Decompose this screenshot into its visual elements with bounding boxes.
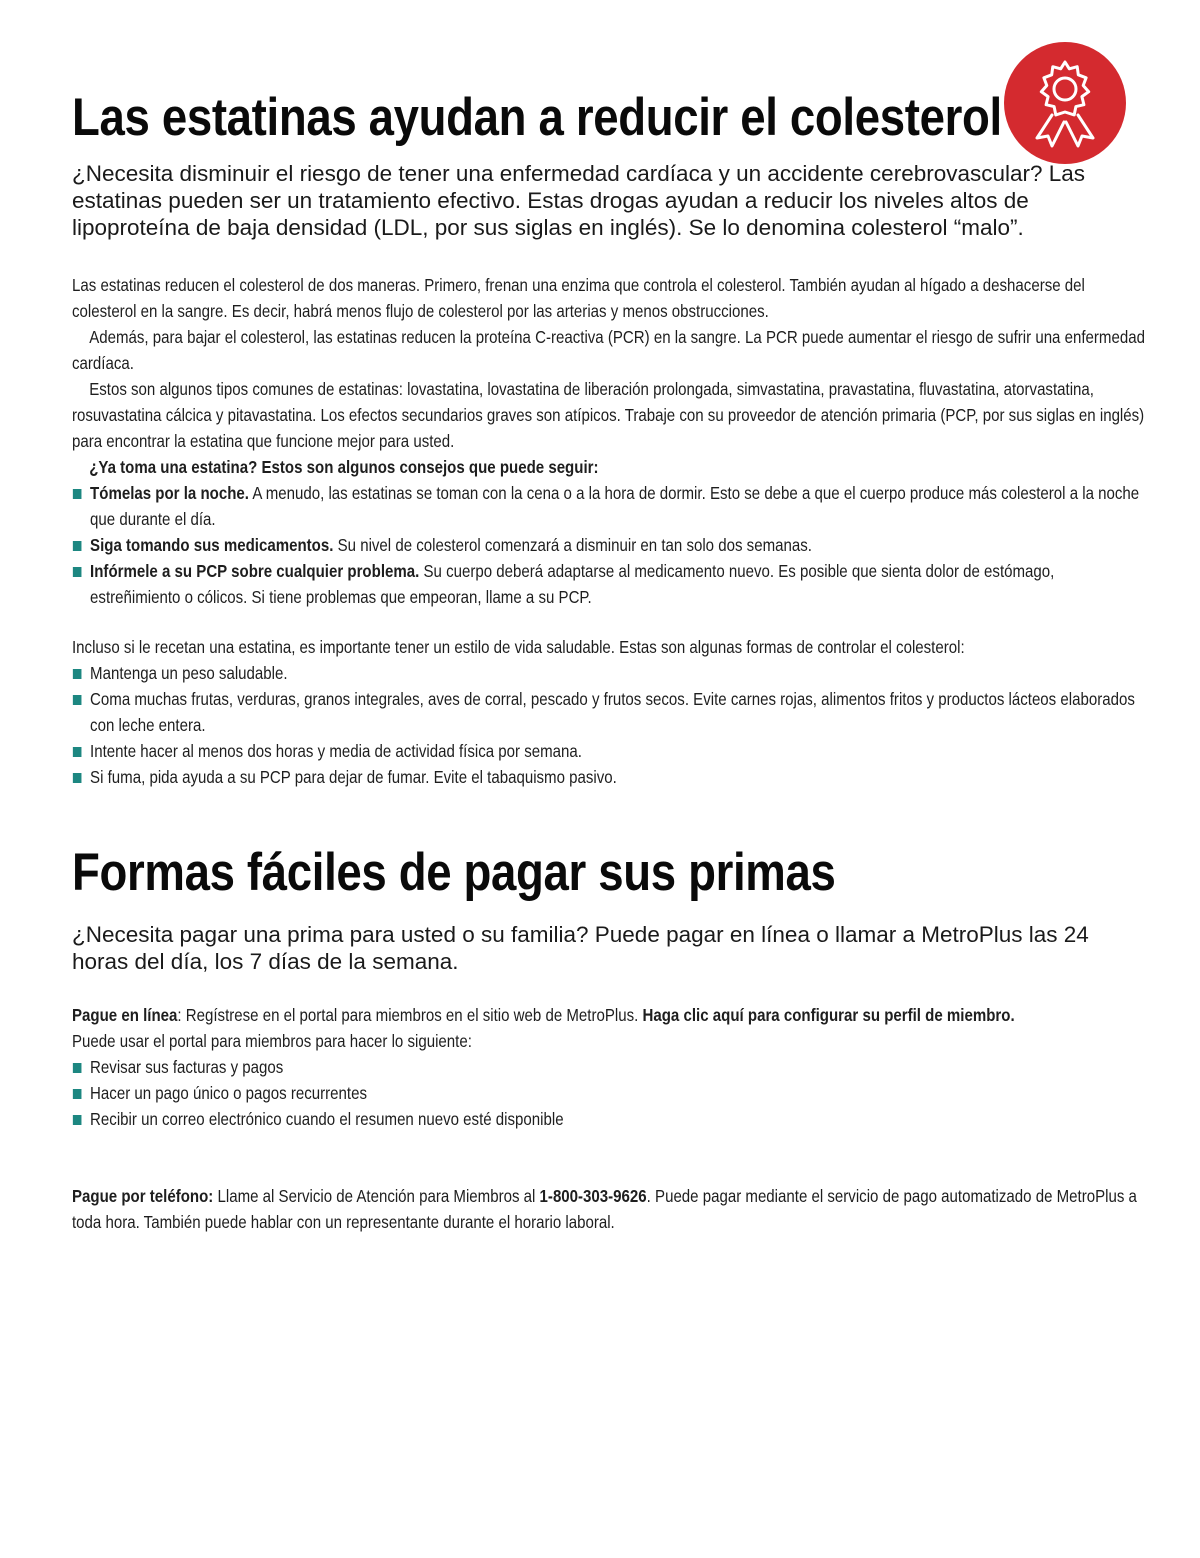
list-item: Mantenga un peso saludable.: [72, 660, 1147, 686]
lifestyle-section: [72, 634, 1147, 790]
lifestyle-list: [72, 660, 1147, 790]
lifestyle-intro: Incluso si le recetan una estatina, es importante tener un estilo de vida saludable. Estas son algunas formas de controlar el colesterol:: [72, 637, 965, 657]
award-ribbon-icon: [1004, 42, 1126, 164]
premiums-title: Formas fáciles de pagar sus primas: [72, 843, 836, 902]
pay-online-section: [72, 1002, 1147, 1132]
pay-phone-section: [72, 1183, 1147, 1235]
tips-heading: ¿Ya toma una estatina? Estos son algunos consejos que puede seguir:: [89, 457, 599, 477]
statins-intro: ¿Necesita disminuir el riesgo de tener una enfermedad cardíaca y un accidente cerebrovascular? Las estatinas pueden ser un tratamiento efectivo. Estas drogas ayudan a reducir los niveles altos de lipoproteína de baja densidad (LDL, por sus siglas en inglés). Se lo denomina colesterol “malo”.: [72, 161, 1086, 240]
portal-list: [72, 1054, 1147, 1132]
list-item: Siga tomando sus medicamentos. Su nivel de colesterol comenzará a disminuir en tan solo dos semanas.: [72, 532, 1147, 558]
list-item: Recibir un correo electrónico cuando el resumen nuevo esté disponible: [72, 1106, 1147, 1132]
list-item: Coma muchas frutas, verduras, granos integrales, aves de corral, pescado y frutos secos. Evite carnes rojas, alimentos fritos y productos lácteos elaborados con leche entera.: [72, 686, 1147, 738]
portal-intro: Puede usar el portal para miembros para hacer lo siguiente:: [72, 1031, 472, 1051]
paragraph: Además, para bajar el colesterol, las estatinas reducen la proteína C-reactiva (PCR) en la sangre. La PCR puede aumentar el riesgo de sufrir una enfermedad cardíaca.: [72, 327, 1145, 373]
pay-phone-paragraph: Pague por teléfono: Llame al Servicio de Atención para Miembros al 1-800-303-9626. Puede pagar mediante el servicio de pago automatizado de MetroPlus a toda hora. También puede hablar con un representante durante el horario laboral.: [72, 1186, 1137, 1232]
phone-number: 1-800-303-9626: [539, 1186, 647, 1206]
pay-online-label: Pague en línea: [72, 1005, 178, 1025]
tips-list: [72, 480, 1147, 610]
paragraph: Las estatinas reducen el colesterol de dos maneras. Primero, frenan una enzima que controla el colesterol. También ayudan al hígado a deshacerse del colesterol en la sangre. Es decir, habrá menos flujo de colesterol por las arterias y menos obstrucciones.: [72, 275, 1085, 321]
premiums-intro: ¿Necesita pagar una prima para usted o su familia? Puede pagar en línea o llamar a MetroPlus las 24 horas del día, los 7 días de la semana.: [72, 922, 1089, 974]
statins-title: Las estatinas ayudan a reducir el colesterol: [72, 88, 1002, 147]
pay-phone-label: Pague por teléfono:: [72, 1186, 214, 1206]
list-item: Hacer un pago único o pagos recurrentes: [72, 1080, 1147, 1106]
paragraph: Estos son algunos tipos comunes de estatinas: lovastatina, lovastatina de liberación prolongada, simvastatina, pravastatina, fluvastatina, atorvastatina, rosuvastatina cálcica y pitavastatina. Los efectos secundarios graves son atípicos. Trabaje con su proveedor de atención primaria (PCP, por sus siglas en inglés) para encontrar la estatina que funcione mejor para usted.: [72, 379, 1145, 451]
list-item: Infórmele a su PCP sobre cualquier problema. Su cuerpo deberá adaptarse al medicamento nuevo. Es posible que sienta dolor de estómago, estreñimiento o cólicos. Si tiene problemas que empeoran, llame a su PCP.: [72, 558, 1147, 610]
member-profile-link[interactable]: Haga clic aquí para configurar su perfil de miembro.: [642, 1005, 1015, 1025]
list-item: Tómelas por la noche. A menudo, las estatinas se toman con la cena o a la hora de dormir. Esto se debe a que el cuerpo produce más colesterol a la noche que durante el día.: [72, 480, 1147, 532]
list-item: Intente hacer al menos dos horas y media de actividad física por semana.: [72, 738, 1147, 764]
list-item: Si fuma, pida ayuda a su PCP para dejar de fumar. Evite el tabaquismo pasivo.: [72, 764, 1147, 790]
list-item: Revisar sus facturas y pagos: [72, 1054, 1147, 1080]
statins-body: [72, 272, 1147, 610]
pay-online-paragraph: Pague en línea: Regístrese en el portal para miembros en el sitio web de MetroPlus. Haga clic aquí para configurar su perfil de miembro.: [72, 1005, 1015, 1025]
